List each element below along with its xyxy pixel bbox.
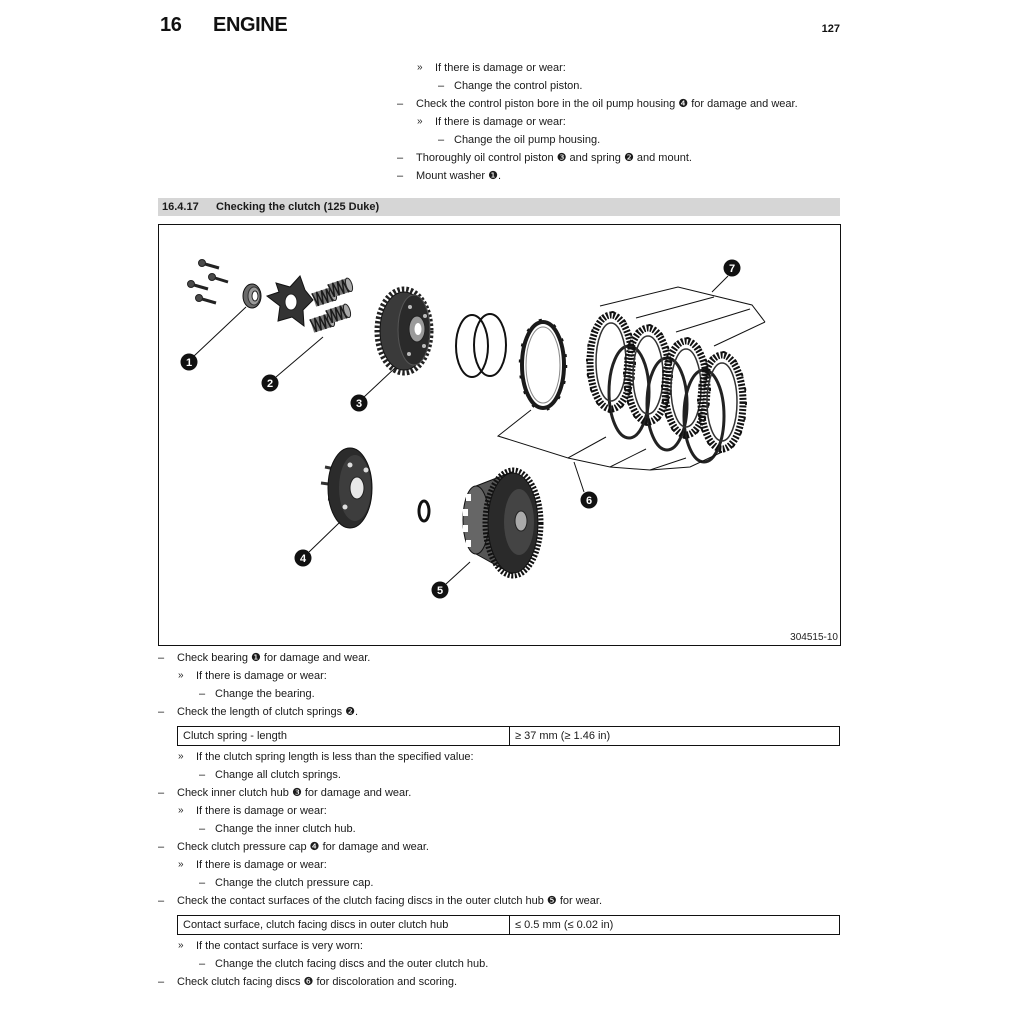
- clutch-spring: [326, 303, 352, 323]
- condition-text: If the clutch spring length is less than the specified value:: [196, 751, 474, 763]
- condition-marker: »: [417, 116, 423, 127]
- disc-outer: [522, 322, 564, 408]
- condition-text: If there is damage or wear:: [196, 805, 327, 817]
- basket-slot: [463, 525, 468, 532]
- leader-line-1: [194, 307, 246, 356]
- action-marker: –: [199, 769, 206, 781]
- step-marker: –: [397, 170, 404, 182]
- clutch-springs: [310, 277, 354, 332]
- step-line: [158, 894, 840, 908]
- action-text: Change the clutch facing discs and the outer clutch hub.: [215, 958, 489, 970]
- condition-text: If there is damage or wear:: [196, 859, 327, 871]
- action-line: [158, 687, 840, 701]
- bolt-shaft: [205, 264, 219, 268]
- step-line: [158, 840, 840, 854]
- action-line: [397, 79, 840, 93]
- step-line: [397, 169, 840, 183]
- clutch-figure: [158, 224, 841, 646]
- cap-center: [350, 477, 364, 499]
- leader-line-6: [574, 462, 584, 492]
- frame-line: [714, 322, 765, 346]
- spec-label: Clutch spring - length: [183, 730, 287, 742]
- step-line: [158, 651, 840, 665]
- frame-line: [636, 297, 714, 318]
- callout-number: 5: [436, 585, 444, 597]
- action-line: [158, 768, 840, 782]
- spec-value: ≥ 37 mm (≥ 1.46 in): [515, 730, 611, 742]
- callout-4: [295, 550, 312, 567]
- step-text: Check inner clutch hub ❸ for damage and wear.: [177, 787, 412, 799]
- callout-number: 6: [585, 495, 593, 507]
- leader-line-3: [364, 368, 395, 397]
- bolt-shaft: [215, 278, 228, 282]
- outer-clutch-hub: [463, 470, 541, 576]
- section-number: 16.4.17: [162, 201, 199, 213]
- callout-1: [181, 354, 198, 371]
- step-line: [158, 975, 840, 989]
- step-line: [158, 786, 840, 800]
- wire-ring: [474, 314, 506, 376]
- action-text: Change the bearing.: [215, 688, 315, 700]
- step-marker: –: [397, 98, 404, 110]
- condition-text: If there is damage or wear:: [435, 116, 566, 128]
- bolts: [188, 260, 229, 304]
- condition-marker: »: [178, 751, 184, 762]
- chapter-title: ENGINE: [213, 14, 288, 36]
- condition-marker: »: [417, 62, 423, 73]
- hub-hole: [423, 314, 427, 318]
- condition-marker: »: [178, 670, 184, 681]
- callout-3: [351, 395, 368, 412]
- action-marker: –: [199, 823, 206, 835]
- action-marker: –: [199, 958, 206, 970]
- step-marker: –: [158, 976, 165, 988]
- condition-marker: »: [178, 859, 184, 870]
- action-text: Change all clutch springs.: [215, 769, 341, 781]
- step-marker: –: [158, 787, 165, 799]
- action-marker: –: [438, 80, 445, 92]
- step-line: [397, 151, 840, 165]
- condition-line: [158, 750, 840, 764]
- spec-divider: [509, 916, 510, 934]
- hub-hole: [422, 344, 426, 348]
- cap-hole: [348, 463, 353, 468]
- cap-hole: [343, 505, 348, 510]
- condition-text: If there is damage or wear:: [196, 670, 327, 682]
- bearing-bore: [252, 291, 258, 301]
- bolt-shaft: [194, 285, 208, 289]
- step-text: Check the length of clutch springs ❷.: [177, 706, 359, 718]
- snap-ring: [419, 501, 429, 521]
- leader-line-7: [712, 276, 728, 292]
- bearing: [243, 284, 261, 308]
- spring-retainer-plate: [267, 276, 313, 326]
- condition-line: [397, 115, 840, 129]
- group-frame-facing: [600, 287, 765, 346]
- bolt-head: [199, 260, 206, 267]
- condition-text: If the contact surface is very worn:: [196, 940, 363, 952]
- condition-line: [397, 61, 840, 75]
- steel-disc: [520, 320, 566, 410]
- wire-ring: [456, 315, 488, 377]
- section-title: Checking the clutch (125 Duke): [216, 201, 380, 213]
- spec-table-spring-length: [177, 726, 840, 746]
- spec-label: Contact surface, clutch facing discs in outer clutch hub: [183, 919, 449, 931]
- condition-line: [158, 858, 840, 872]
- callout-7: [724, 260, 741, 277]
- leader-line-5: [446, 562, 470, 584]
- basket-slot: [466, 494, 471, 501]
- clutch-exploded-view: [158, 224, 841, 646]
- callout-number: 3: [355, 398, 363, 410]
- frame-line: [498, 410, 606, 458]
- step-marker: –: [158, 895, 165, 907]
- frame-line: [600, 287, 765, 322]
- step-line: [397, 97, 840, 111]
- disc-inner: [526, 327, 560, 403]
- action-text: Change the control piston.: [454, 80, 583, 92]
- action-text: Change the oil pump housing.: [454, 134, 601, 146]
- condition-text: If there is damage or wear:: [435, 62, 566, 74]
- bolt-head: [188, 281, 195, 288]
- step-marker: –: [158, 841, 165, 853]
- retainer-plate-hole: [285, 294, 297, 310]
- figure-reference: 304515-10: [790, 632, 838, 643]
- action-text: Change the inner clutch hub.: [215, 823, 356, 835]
- action-line: [158, 957, 840, 971]
- callout-number: 4: [299, 553, 307, 565]
- wire-rings: [456, 314, 506, 377]
- hub-bore: [415, 323, 422, 335]
- action-line: [158, 876, 840, 890]
- leader-line-2: [276, 337, 323, 377]
- hub-hole: [407, 352, 411, 356]
- leader-line-4: [309, 522, 340, 552]
- action-line: [397, 133, 840, 147]
- facing-disc-inner: [596, 323, 626, 401]
- step-text: Mount washer ❶.: [416, 170, 502, 182]
- condition-marker: »: [178, 805, 184, 816]
- callout-number: 1: [185, 357, 193, 369]
- condition-line: [158, 939, 840, 953]
- step-marker: –: [397, 152, 404, 164]
- inner-clutch-hub: [377, 289, 431, 373]
- clutch-pressure-cap: [321, 448, 372, 528]
- cap-hole: [364, 468, 369, 473]
- bolt-head: [209, 274, 216, 281]
- condition-marker: »: [178, 940, 184, 951]
- step-marker: –: [158, 652, 165, 664]
- section-heading: [158, 198, 840, 216]
- step-line: [158, 705, 840, 719]
- action-marker: –: [199, 877, 206, 889]
- basket-slot: [466, 540, 471, 547]
- step-text: Check the control piston bore in the oil pump housing ❹ for damage and wear.: [416, 98, 798, 110]
- page-number: 127: [821, 23, 840, 35]
- clutch-spring: [328, 277, 354, 297]
- step-text: Check clutch pressure cap ❹ for damage and wear.: [177, 841, 429, 853]
- spec-value: ≤ 0.5 mm (≤ 0.02 in): [515, 919, 614, 931]
- action-text: Change the clutch pressure cap.: [215, 877, 374, 889]
- bolt-shaft: [202, 299, 216, 303]
- callout-5: [432, 582, 449, 599]
- condition-line: [158, 669, 840, 683]
- chapter-number: 16: [160, 14, 182, 36]
- step-text: Check clutch facing discs ❻ for discoloration and scoring.: [177, 976, 458, 988]
- bolt-head: [196, 295, 203, 302]
- callout-2: [262, 375, 279, 392]
- step-marker: –: [158, 706, 165, 718]
- action-marker: –: [438, 134, 445, 146]
- spec-table-contact-surface: [177, 915, 840, 935]
- action-marker: –: [199, 688, 206, 700]
- callout-number: 7: [728, 263, 736, 275]
- basket-slot: [463, 509, 468, 516]
- callout-number: 2: [266, 378, 274, 390]
- callout-6: [581, 492, 598, 509]
- spec-divider: [509, 727, 510, 745]
- gear-center: [515, 511, 527, 531]
- step-text: Check the contact surfaces of the clutch facing discs in the outer clutch hub ❺ for wear.: [177, 895, 603, 907]
- condition-line: [158, 804, 840, 818]
- step-text: Check bearing ❶ for damage and wear.: [177, 652, 371, 664]
- step-text: Thoroughly oil control piston ❸ and spring ❷ and mount.: [416, 152, 692, 164]
- action-line: [158, 822, 840, 836]
- frame-line: [676, 309, 750, 332]
- hub-hole: [408, 305, 412, 309]
